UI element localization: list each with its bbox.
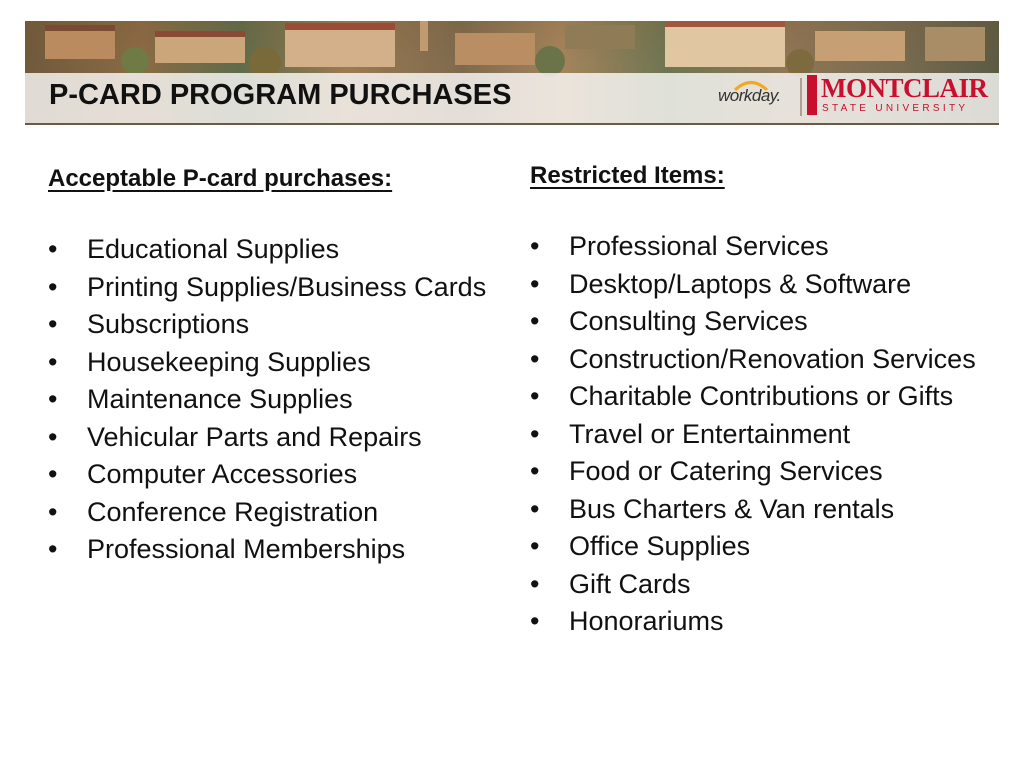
list-item: • Construction/Renovation Services — [530, 341, 1010, 379]
university-logo-subtitle: STATE UNIVERSITY — [822, 103, 969, 114]
list-item: • Vehicular Parts and Repairs — [48, 419, 518, 457]
montclair-mark-icon — [807, 75, 817, 115]
list-item: • Office Supplies — [530, 528, 1010, 566]
acceptable-list — [48, 231, 518, 569]
logo-divider — [800, 78, 802, 116]
workday-logo: workday. — [718, 86, 781, 105]
list-item: • Honorariums — [530, 603, 1010, 641]
acceptable-section — [48, 165, 518, 569]
list-item: • Bus Charters & Van rentals — [530, 491, 1010, 529]
list-item: • Subscriptions — [48, 306, 518, 344]
university-logo-name: MONTCLAIR — [821, 73, 988, 103]
restricted-section — [530, 162, 1010, 641]
list-item: • Food or Catering Services — [530, 453, 1010, 491]
list-item: • Professional Memberships — [48, 531, 518, 569]
list-item: • Conference Registration — [48, 494, 518, 532]
list-item: • Travel or Entertainment — [530, 416, 1010, 454]
list-item: • Professional Services — [530, 228, 1010, 266]
list-item: • Computer Accessories — [48, 456, 518, 494]
header-banner — [25, 21, 999, 125]
list-item: • Gift Cards — [530, 566, 1010, 604]
list-item: • Printing Supplies/Business Cards — [48, 269, 518, 307]
banner-edge — [25, 123, 999, 125]
list-item: • Consulting Services — [530, 303, 1010, 341]
acceptable-heading: Acceptable P-card purchases: — [48, 165, 393, 192]
list-item: • Desktop/Laptops & Software — [530, 266, 1010, 304]
list-item: • Housekeeping Supplies — [48, 344, 518, 382]
list-item: • Maintenance Supplies — [48, 381, 518, 419]
restricted-list — [530, 228, 1010, 641]
list-item: • Charitable Contributions or Gifts — [530, 378, 1010, 416]
list-item: • Educational Supplies — [48, 231, 518, 269]
page-title: P-CARD PROGRAM PURCHASES — [49, 79, 512, 111]
restricted-heading: Restricted Items: — [530, 162, 725, 189]
